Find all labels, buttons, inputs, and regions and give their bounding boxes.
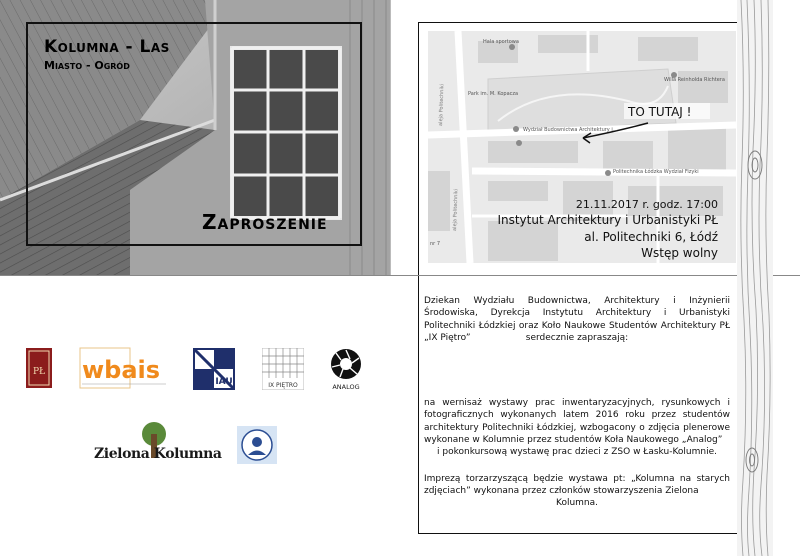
wood-texture-strip [737,0,773,556]
wbais-logo [78,346,170,390]
ixpietro-logo [262,348,304,390]
invite-paragraph-1b: serdecznie zapraszają: [525,333,629,343]
location-map[interactable] [428,31,736,263]
map-label-politechnika: Politechnika Łódzka Wydział Fizyki [613,169,699,175]
map-label-willa: Willa Reinholda Richtera [664,77,725,83]
map-label-street-1: aleja Politechniki [438,83,446,127]
fold-horizontal [0,275,800,276]
event-place: Instytut Architektury i Urbanistyki PŁ [497,213,718,227]
invite-paragraph-2b: i pokonkursową wystawę prac dzieci z ZSO w Łasku-Kolumnie. [437,447,717,457]
map-marker-label: TO TUTAJ ! [628,105,692,119]
invitation-heading: Zaproszenie [202,210,328,234]
map-graphic [428,31,736,263]
wood-grain-graphic [737,0,773,556]
sponsor-logos [0,276,390,556]
map-label-street-2: aleja Politechniki [452,188,460,232]
event-date: 21.11.2017 r. godz. 17:00 [575,198,718,211]
map-label-nr7: nr 7 [430,241,440,247]
portrait-seal-logo [237,426,277,464]
cover-title: Kolumna - Las [44,37,170,57]
zielona-logo-text: Zielona Kolumna [94,446,222,462]
invite-paragraph-3b: Kolumna. [555,498,598,508]
zielona-kolumna-logo [92,420,224,464]
map-label-wydzial: Wydział Budownictwa Architektury i... [523,127,618,133]
map-label-hala: Hala sportowa [483,39,519,45]
ixpietro-logo-text: IX PIĘTRO [268,382,298,389]
pl-logo [26,348,52,388]
wbais-logo-text: wbais [82,356,161,384]
event-address: al. Politechniki 6, Łódź [584,230,718,244]
analog-logo [326,346,366,392]
invite-paragraph-2: na wernisaż wystawy prac inwentaryzacyjnych, rysunkowych i fotograficznych wykonanych latem 2016 roku przez studentów architektury Politechniki Łódzkiej, wzbogacony o zdjęcia plenerowe wykonane w Kolumnie przez studentów Koła Naukowego „Analog” [424,398,730,445]
cover-subtitle: Miasto - Ogród [44,59,130,72]
map-label-park: Park im. M. Kopacza [468,91,519,97]
iau-logo [193,348,235,390]
invite-paragraph-3: Imprezą torzarzyszącą będzie wystawa pt: „Kolumna na starych zdjęciach” wykonana przez członków stowarzyszenia Zielona [424,474,730,497]
invite-paragraph-1: Dziekan Wydziału Budownictwa, Architektury i Inżynierii Środowiska, Dyrekcja Instytutu Architektury i Urbanistyki Politechniki Łódzkiej oraz Koło Naukowe Studentów Architektury PŁ „IX Piętro” [424,296,730,343]
iau-logo-text: IAU [215,377,233,387]
svg-text:PŁ: PŁ [32,367,46,377]
fold-vertical [390,0,391,275]
analog-logo-text: ANALOG [332,383,360,391]
event-entry: Wstęp wolny [641,246,718,260]
